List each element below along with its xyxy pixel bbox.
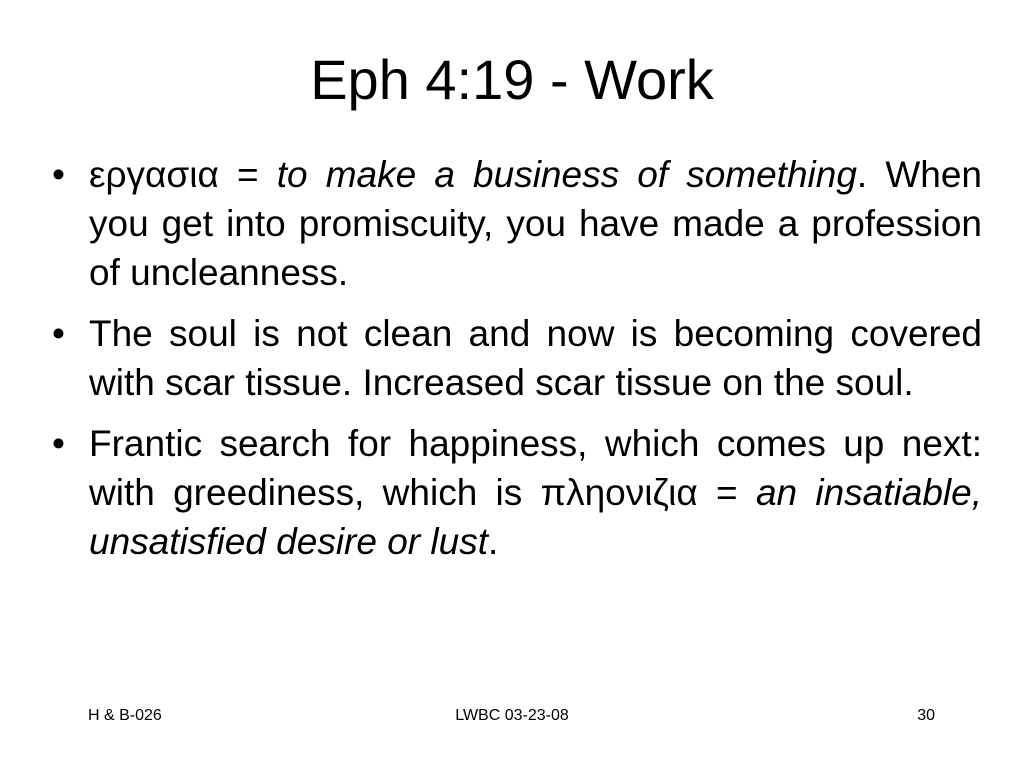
bullet-item: [50, 150, 982, 297]
bullet-trail: .: [487, 521, 499, 562]
bullet-item: [50, 419, 982, 566]
footer-center: LWBC 03-23-08: [455, 707, 569, 724]
bullet-text: The soul is not clean and now is becoming covered with scar tissue. Increased scar tissue on the soul.: [89, 313, 982, 403]
bullet-definition: to make a business of something: [276, 154, 857, 195]
slide-title: Eph 4:19 - Work: [310, 48, 714, 111]
bullet-marker: •: [52, 313, 65, 354]
footer-left: H & B-026: [88, 707, 162, 724]
bullet-term: εργασια =: [89, 154, 277, 195]
bullet-marker: •: [52, 154, 65, 195]
bullet-list: [50, 150, 982, 578]
bullet-text: . When you get into promiscuity, you have made a profession of uncleanness.: [89, 154, 982, 293]
bullet-text: Frantic search for happiness, which comes up next: with greediness, which is πληονιζια =: [89, 423, 982, 513]
bullet-marker: •: [52, 423, 65, 464]
bullet-item: [50, 309, 982, 407]
footer-page-number: 30: [917, 707, 935, 724]
bullet-definition: an insatiable, unsatisfied desire or lust: [89, 472, 982, 562]
